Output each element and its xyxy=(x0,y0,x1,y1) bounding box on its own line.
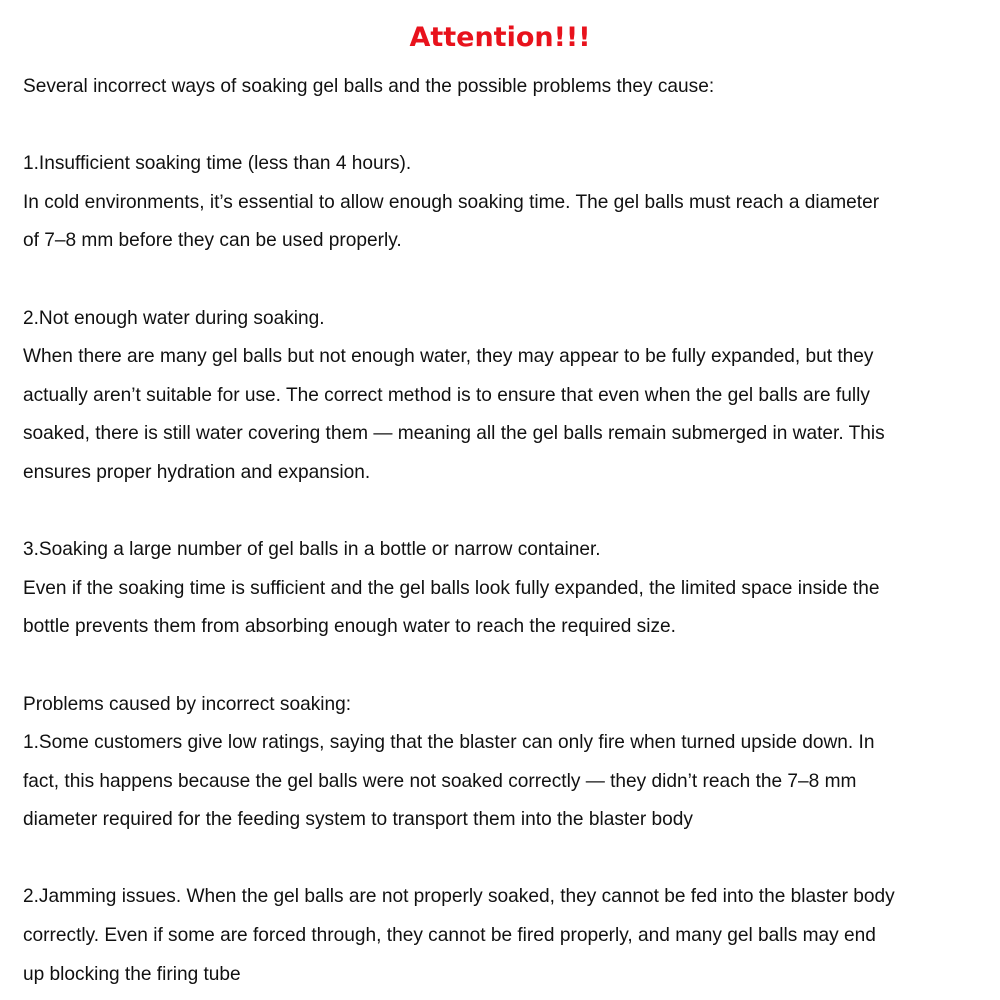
spacer xyxy=(23,646,974,685)
intro-text: Several incorrect ways of soaking gel balls and the possible problems they cause: xyxy=(23,75,715,97)
spacer xyxy=(23,839,974,878)
spacer xyxy=(23,106,974,145)
document-body xyxy=(23,67,974,993)
section-insufficient-time xyxy=(23,144,974,260)
problem-item-jamming xyxy=(23,877,974,993)
paragraph-line: Even if the soaking time is sufficient and the gel balls look fully expanded, the limited space inside the xyxy=(23,576,880,599)
page-title: Attention!!! xyxy=(409,22,591,53)
section-problems xyxy=(23,685,974,994)
paragraph-line: of 7–8 mm before they can be used properly. xyxy=(23,229,402,252)
paragraph-line: soaked, there is still water covering them — meaning all the gel balls remain submerged in water. This xyxy=(23,422,885,445)
paragraph-line: actually aren’t suitable for use. The correct method is to ensure that even when the gel balls are fully xyxy=(23,383,870,406)
paragraph-line: correctly. Even if some are forced through, they cannot be fired properly, and many gel balls may end xyxy=(23,924,876,947)
problem-item-upside-down xyxy=(23,723,974,839)
paragraph-line: ensures proper hydration and expansion. xyxy=(23,460,371,483)
section-not-enough-water xyxy=(23,299,974,492)
paragraph-line: 2.Jamming issues. When the gel balls are not properly soaked, they cannot be fed into the blaster body xyxy=(23,885,895,908)
paragraph-line: diameter required for the feeding system to transport them into the blaster body xyxy=(23,808,693,831)
paragraph-line: up blocking the firing tube xyxy=(23,962,241,985)
paragraph-line: When there are many gel balls but not enough water, they may appear to be fully expanded, but they xyxy=(23,345,874,368)
paragraph-line: fact, this happens because the gel balls were not soaked correctly — they didn’t reach the 7–8 mm xyxy=(23,769,857,792)
spacer xyxy=(23,492,974,531)
section-heading: 1.Insufficient soaking time (less than 4 hours). xyxy=(23,152,412,175)
section-heading: 3.Soaking a large number of gel balls in a bottle or narrow container. xyxy=(23,538,601,561)
spacer xyxy=(23,260,974,299)
section-narrow-container xyxy=(23,530,974,646)
paragraph-line: In cold environments, it’s essential to allow enough soaking time. The gel balls must reach a diameter xyxy=(23,190,880,213)
paragraph-line: 1.Some customers give low ratings, saying that the blaster can only fire when turned upside down. In xyxy=(23,731,875,754)
section-heading: Problems caused by incorrect soaking: xyxy=(23,692,352,715)
section-heading: 2.Not enough water during soaking. xyxy=(23,306,325,329)
paragraph-line: bottle prevents them from absorbing enough water to reach the required size. xyxy=(23,615,676,638)
